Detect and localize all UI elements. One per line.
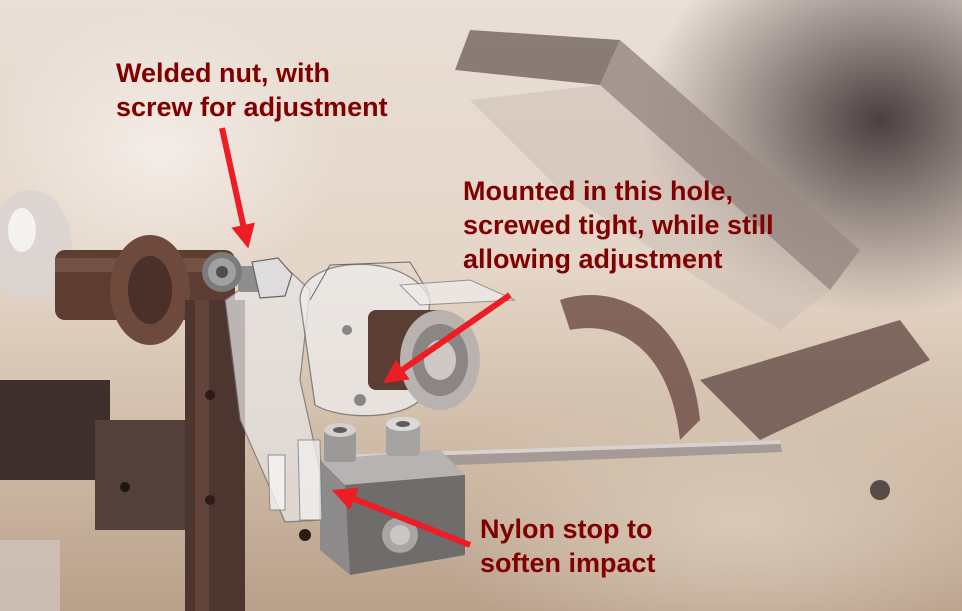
- label-mounting-hole: [463, 174, 774, 276]
- label-nylon-stop: [480, 512, 656, 580]
- label-line: allowing adjustment: [463, 244, 723, 274]
- label-line: soften impact: [480, 548, 656, 578]
- label-line: Mounted in this hole,: [463, 176, 733, 206]
- label-line: screw for adjustment: [116, 92, 388, 122]
- label-line: screwed tight, while still: [463, 210, 774, 240]
- label-welded-nut: [116, 56, 388, 124]
- label-line: Welded nut, with: [116, 58, 330, 88]
- arrow-to-nylon-stop: [342, 494, 470, 545]
- label-line: Nylon stop to: [480, 514, 653, 544]
- arrow-to-mounting-hole: [392, 295, 510, 377]
- arrow-to-welded-nut: [222, 128, 246, 238]
